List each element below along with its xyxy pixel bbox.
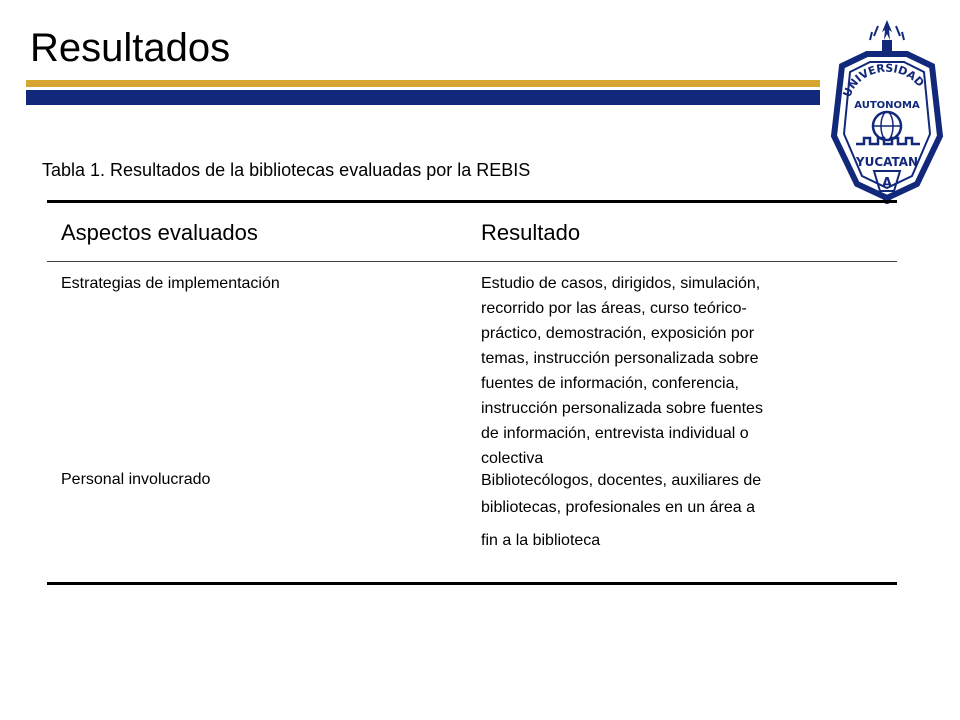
result-line: recorrido por las áreas, curso teórico- (481, 300, 747, 317)
row-aspect-cell: Personal involucrado (61, 471, 211, 488)
table-row (47, 262, 897, 467)
table-bottom-rule (47, 582, 897, 585)
table-header-row (47, 203, 897, 261)
result-line: Bibliotecólogos, docentes, auxiliares de (481, 472, 762, 489)
result-line: instrucción personalizada sobre fuentes (481, 400, 763, 417)
slide-title: Resultados (30, 26, 231, 70)
result-line: Estudio de casos, dirigidos, simulación, (481, 275, 761, 292)
result-line: bibliotecas, profesionales en un área a (481, 499, 755, 516)
title-navy-band (26, 90, 820, 105)
table-caption: Tabla 1. Resultados de la bibliotecas evaluadas por la REBIS (42, 160, 531, 180)
result-line: fin a la biblioteca (481, 532, 601, 549)
row-result-cell (481, 467, 897, 582)
result-line: temas, instrucción personalizada sobre (481, 350, 759, 367)
title-gold-band (26, 80, 820, 87)
table-row (47, 467, 897, 582)
result-line: práctico, demostración, exposición por (481, 325, 755, 342)
result-line: fuentes de información, conferencia, (481, 375, 739, 392)
row-aspect-cell: Estrategias de implementación (61, 275, 280, 292)
result-line: de información, entrevista individual o (481, 425, 749, 442)
logo-arc-text: UNIVERSIDAD (840, 61, 927, 100)
result-line: colectiva (481, 450, 544, 467)
results-table (47, 200, 897, 585)
header-aspectos: Aspectos evaluados (61, 220, 258, 245)
logo-bottom-text: YUCATAN (855, 155, 919, 169)
row-result-cell (481, 271, 897, 467)
header-resultado: Resultado (481, 220, 581, 245)
logo-mid-text: AUTONOMA (854, 100, 920, 111)
university-seal-logo (822, 16, 952, 206)
logo-mark: A (881, 176, 893, 191)
